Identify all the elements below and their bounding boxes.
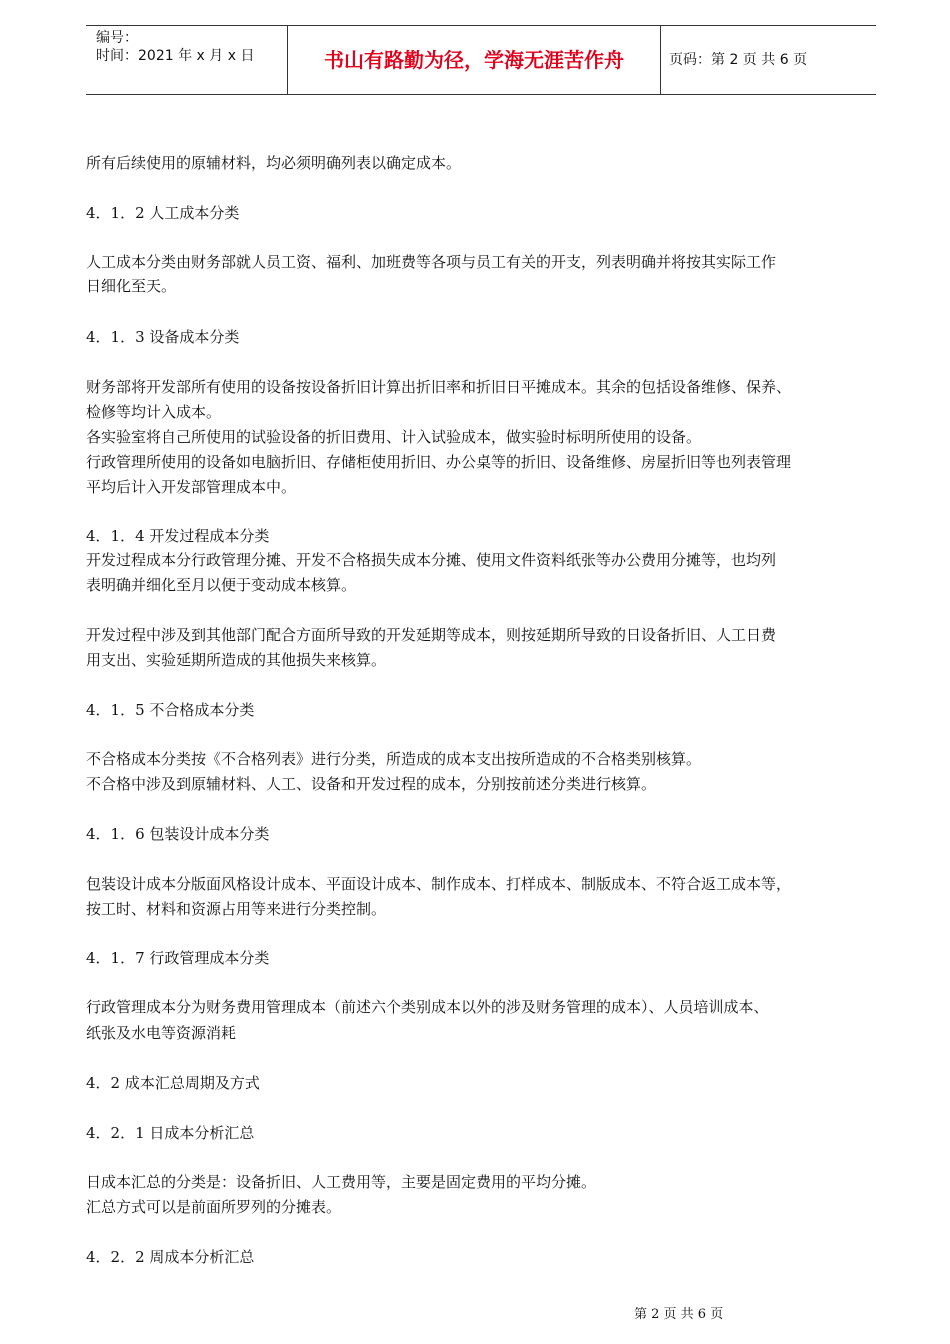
body-line: 开发过程成本分行政管理分摊、开发不合格损失成本分摊、使用文件资料纸张等办公费用分摊等，也均列 bbox=[86, 551, 777, 569]
section-heading: 4．1．4 开发过程成本分类 bbox=[86, 527, 270, 545]
body-line: 按工时、材料和资源占用等来进行分类控制。 bbox=[86, 900, 387, 918]
body-line: 开发过程中涉及到其他部门配合方面所导致的开发延期等成本，则按延期所导致的日设备折旧、人工日费 bbox=[86, 626, 777, 644]
section-heading: 4．1．5 不合格成本分类 bbox=[86, 701, 255, 719]
body-line: 用支出、实验延期所造成的其他损失来核算。 bbox=[86, 651, 387, 669]
header-info-cell bbox=[86, 26, 288, 94]
body-line: 财务部将开发部所有使用的设备按设备折旧计算出折旧率和折旧日平摊成本。其余的包括设备维修、保养、 bbox=[86, 378, 792, 396]
header-motto: 书山有路勤为径，学海无涯苦作舟 bbox=[324, 48, 624, 72]
document-time-label: 时间：2021 年 x 月 x 日 bbox=[96, 48, 255, 64]
body-line: 各实验室将自己所使用的试验设备的折旧费用、计入试验成本，做实验时标明所使用的设备。 bbox=[86, 428, 702, 446]
body-line: 包装设计成本分版面风格设计成本、平面设计成本、制作成本、打样成本、制版成本、不符合返工成本等， bbox=[86, 875, 792, 893]
body-line: 平均后计入开发部管理成本中。 bbox=[86, 478, 297, 496]
header-page-cell bbox=[661, 26, 876, 94]
body-line: 日细化至天。 bbox=[86, 277, 177, 295]
body-line: 纸张及水电等资源消耗 bbox=[86, 1024, 237, 1042]
header-motto-cell bbox=[288, 26, 661, 94]
body-line: 日成本汇总的分类是：设备折旧、人工费用等，主要是固定费用的平均分摊。 bbox=[86, 1173, 597, 1191]
body-line: 行政管理成本分为财务费用管理成本（前述六个类别成本以外的涉及财务管理的成本）、人员培训成本、 bbox=[86, 998, 769, 1016]
body-line: 检修等均计入成本。 bbox=[86, 403, 222, 421]
section-heading: 4．2 成本汇总周期及方式 bbox=[86, 1074, 260, 1092]
body-line: 汇总方式可以是前面所罗列的分摊表。 bbox=[86, 1198, 342, 1216]
body-line: 行政管理所使用的设备如电脑折旧、存储柜使用折旧、办公桌等的折旧、设备维修、房屋折旧等也列表管理 bbox=[86, 453, 792, 471]
body-line: 不合格成本分类按《不合格列表》进行分类，所造成的成本支出按所造成的不合格类别核算。 bbox=[86, 750, 702, 768]
header-page-code: 页码：第 2 页 共 6 页 bbox=[669, 52, 808, 68]
body-line: 表明确并细化至月以便于变动成本核算。 bbox=[86, 576, 357, 594]
section-heading: 4．1．3 设备成本分类 bbox=[86, 328, 240, 346]
body-line: 不合格中涉及到原辅材料、人工、设备和开发过程的成本，分别按前述分类进行核算。 bbox=[86, 775, 657, 793]
document-number-label: 编号： bbox=[96, 30, 138, 46]
body-line: 人工成本分类由财务部就人员工资、福利、加班费等各项与员工有关的开支，列表明确并将按其实际工作 bbox=[86, 253, 777, 271]
section-heading: 4．1．6 包装设计成本分类 bbox=[86, 825, 270, 843]
section-heading: 4．2．2 周成本分析汇总 bbox=[86, 1248, 255, 1266]
page-footer-number: 第 2 页 共 6 页 bbox=[634, 1307, 724, 1322]
page-header bbox=[86, 25, 876, 95]
section-heading: 4．2．1 日成本分析汇总 bbox=[86, 1124, 255, 1142]
section-heading: 4．1．2 人工成本分类 bbox=[86, 204, 240, 222]
body-line: 所有后续使用的原辅材料，均必须明确列表以确定成本。 bbox=[86, 154, 462, 172]
section-heading: 4．1．7 行政管理成本分类 bbox=[86, 949, 270, 967]
